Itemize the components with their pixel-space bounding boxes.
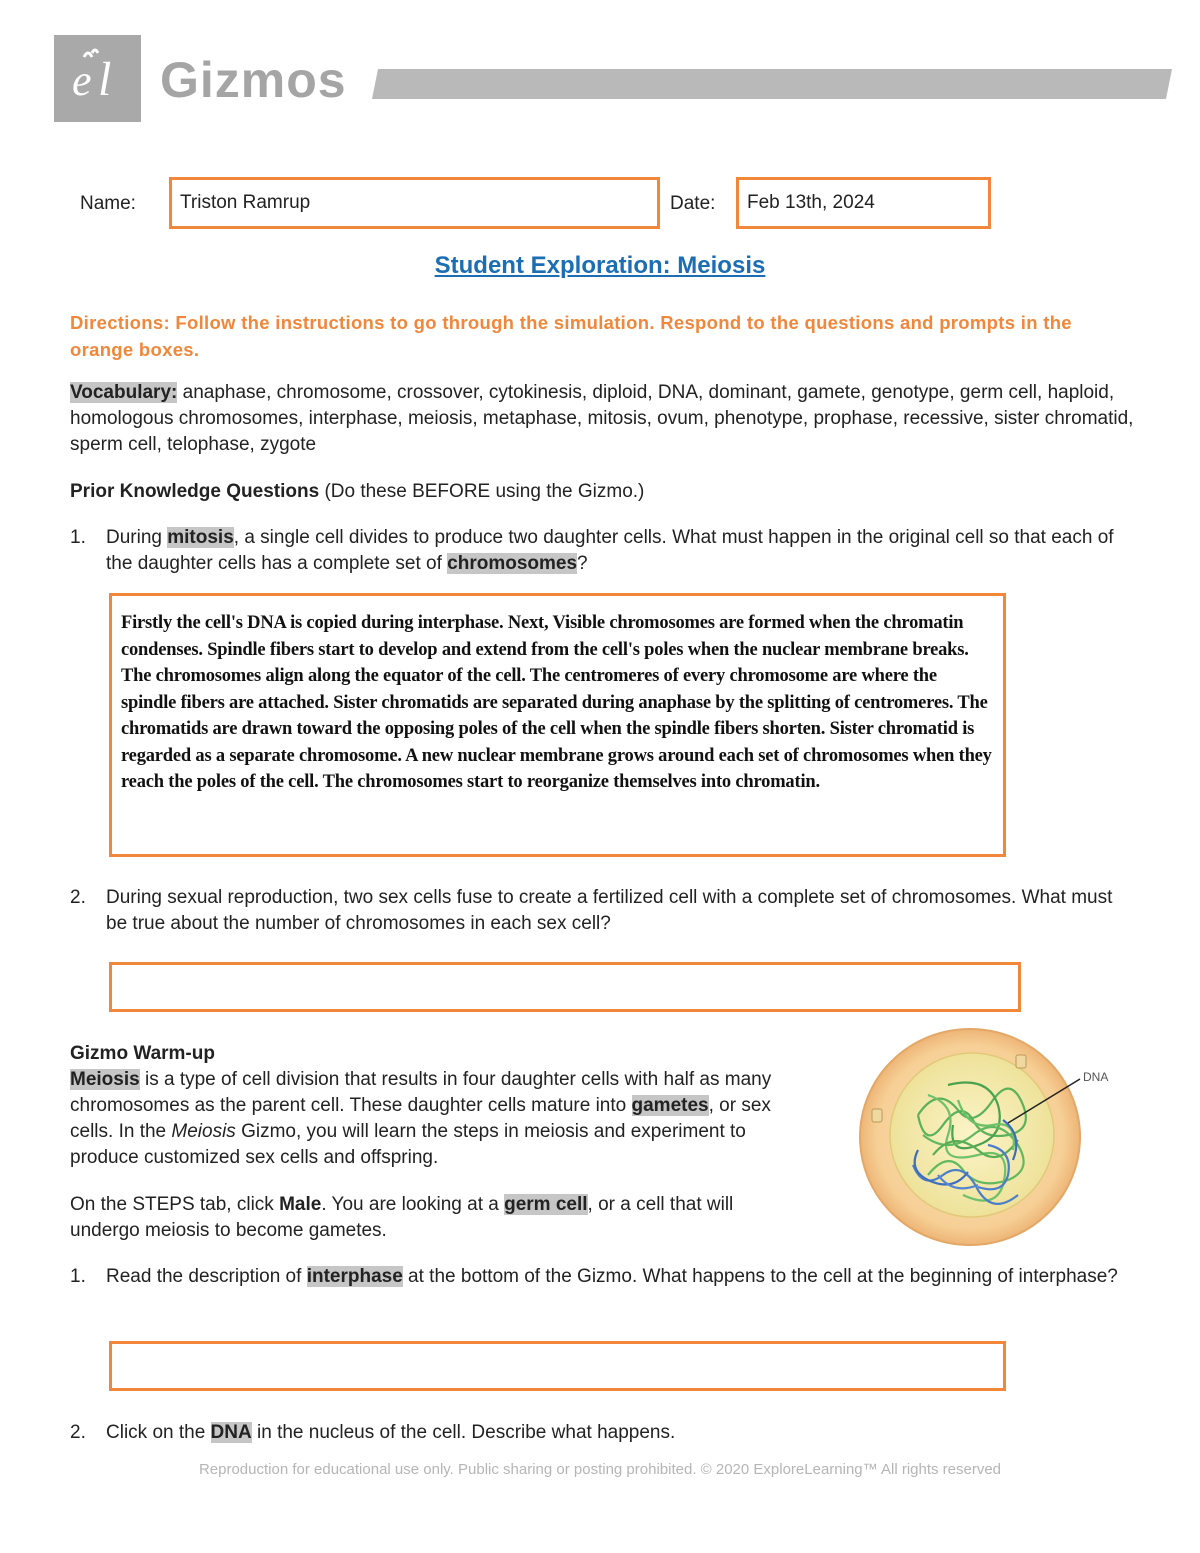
- male-button-reference: Male: [279, 1194, 322, 1215]
- date-field[interactable]: Feb 13th, 2024: [736, 177, 991, 229]
- question-number: 2.: [70, 1422, 86, 1443]
- term-meiosis: Meiosis: [70, 1069, 140, 1090]
- vocabulary-label: Vocabulary:: [70, 382, 178, 403]
- answer-box-3[interactable]: [109, 1341, 1006, 1391]
- svg-text:l: l: [98, 53, 112, 106]
- date-label: Date:: [670, 193, 716, 214]
- directions-text: Directions: Follow the instructions to go through the simulation. Respond to the questions and prompts in the orange boxes.: [70, 312, 1072, 360]
- question-text: During mitosis, a single cell divides to produce two daughter cells. What must happen in the original cell so that each of the daughter cells has a complete set of chromosomes?: [106, 527, 1114, 574]
- document-title: Student Exploration: Meiosis: [434, 252, 766, 279]
- explorelearning-logo: [54, 35, 141, 122]
- vocabulary-terms: anaphase, chromosome, crossover, cytokinesis, diploid, DNA, dominant, gamete, genotype, germ cell, haploid, homologous chromosomes, interphase, meiosis, metaphase, mitosis, ovum, phenotype, prophase, recessive, sister chromatid, sperm cell, telophase, zygote: [70, 382, 1134, 455]
- term-mitosis: mitosis: [167, 527, 234, 548]
- germ-cell-illustration: [858, 1025, 1128, 1250]
- el-logo-icon: [54, 35, 141, 122]
- warmup-paragraph-1: Meiosis is a type of cell division that results in four daughter cells with half as many chromosomes as the parent cell. These daughter cells mature into gametes, or sex cells. In the Meiosis Gizmo, you will learn the steps in meiosis and experiment to produce customized sex cells and offspring.: [70, 1069, 772, 1168]
- name-label: Name:: [80, 193, 136, 214]
- question-text: Click on the DNA in the nucleus of the cell. Describe what happens.: [106, 1422, 676, 1443]
- footer-copyright: Reproduction for educational use only. Public sharing or posting prohibited. © 2020 ExploreLearning™ All rights reserved: [198, 1461, 1002, 1478]
- question-text: During sexual reproduction, two sex cells fuse to create a fertilized cell with a complete set of chromosomes. What must be true about the number of chromosomes in each sex cell?: [106, 887, 1113, 934]
- vocabulary-paragraph: [70, 380, 1140, 458]
- warmup-title: Gizmo Warm-up: [70, 1043, 215, 1064]
- term-gametes: gametes: [631, 1095, 709, 1116]
- question-number: 1.: [70, 527, 86, 548]
- term-chromosomes: chromosomes: [447, 553, 578, 574]
- header-bar: [372, 69, 1172, 99]
- dna-label: DNA: [1083, 1070, 1109, 1084]
- warmup-paragraph-2: On the STEPS tab, click Male. You are looking at a germ cell, or a cell that will undergo meiosis to become gametes.: [70, 1194, 734, 1241]
- answer-box-2[interactable]: [109, 962, 1021, 1012]
- question-number: 1.: [70, 1266, 86, 1287]
- term-germ-cell: germ cell: [504, 1194, 588, 1215]
- centriole-top: [1016, 1055, 1026, 1068]
- brand-name: Gizmos: [160, 52, 347, 108]
- prior-knowledge-title: Prior Knowledge Questions: [70, 481, 320, 502]
- term-interphase: interphase: [306, 1266, 403, 1287]
- prior-knowledge-note: (Do these BEFORE using the Gizmo.): [324, 481, 645, 502]
- question-text: Read the description of interphase at the bottom of the Gizmo. What happens to the cell at the beginning of interphase?: [106, 1266, 1118, 1287]
- term-dna: DNA: [210, 1422, 252, 1443]
- svg-text:e: e: [72, 56, 92, 105]
- prior-knowledge-heading: [70, 479, 644, 505]
- answer-box-1[interactable]: Firstly the cell's DNA is copied during interphase. Next, Visible chromosomes are formed when the chromatin condenses. Spindle fibers start to develop and extend from the cell's poles when the nuclear membrane breaks. The chromosomes align along the equator of the cell. The centromeres of every chromosome are where the spindle fibers are attached. Sister chromatids are separated during anaphase by the splitting of centromeres. The chromatids are drawn toward the opposing poles of the cell when the spindle fibers shorten. Sister chromatid is regarded as a separate chromosome. A new nuclear membrane grows around each set of chromosomes when they reach the poles of the cell. The chromosomes start to reorganize themselves into chromatin.: [109, 593, 1006, 857]
- question-number: 2.: [70, 887, 86, 908]
- centriole-left: [872, 1109, 882, 1122]
- name-field[interactable]: Triston Ramrup: [169, 177, 660, 229]
